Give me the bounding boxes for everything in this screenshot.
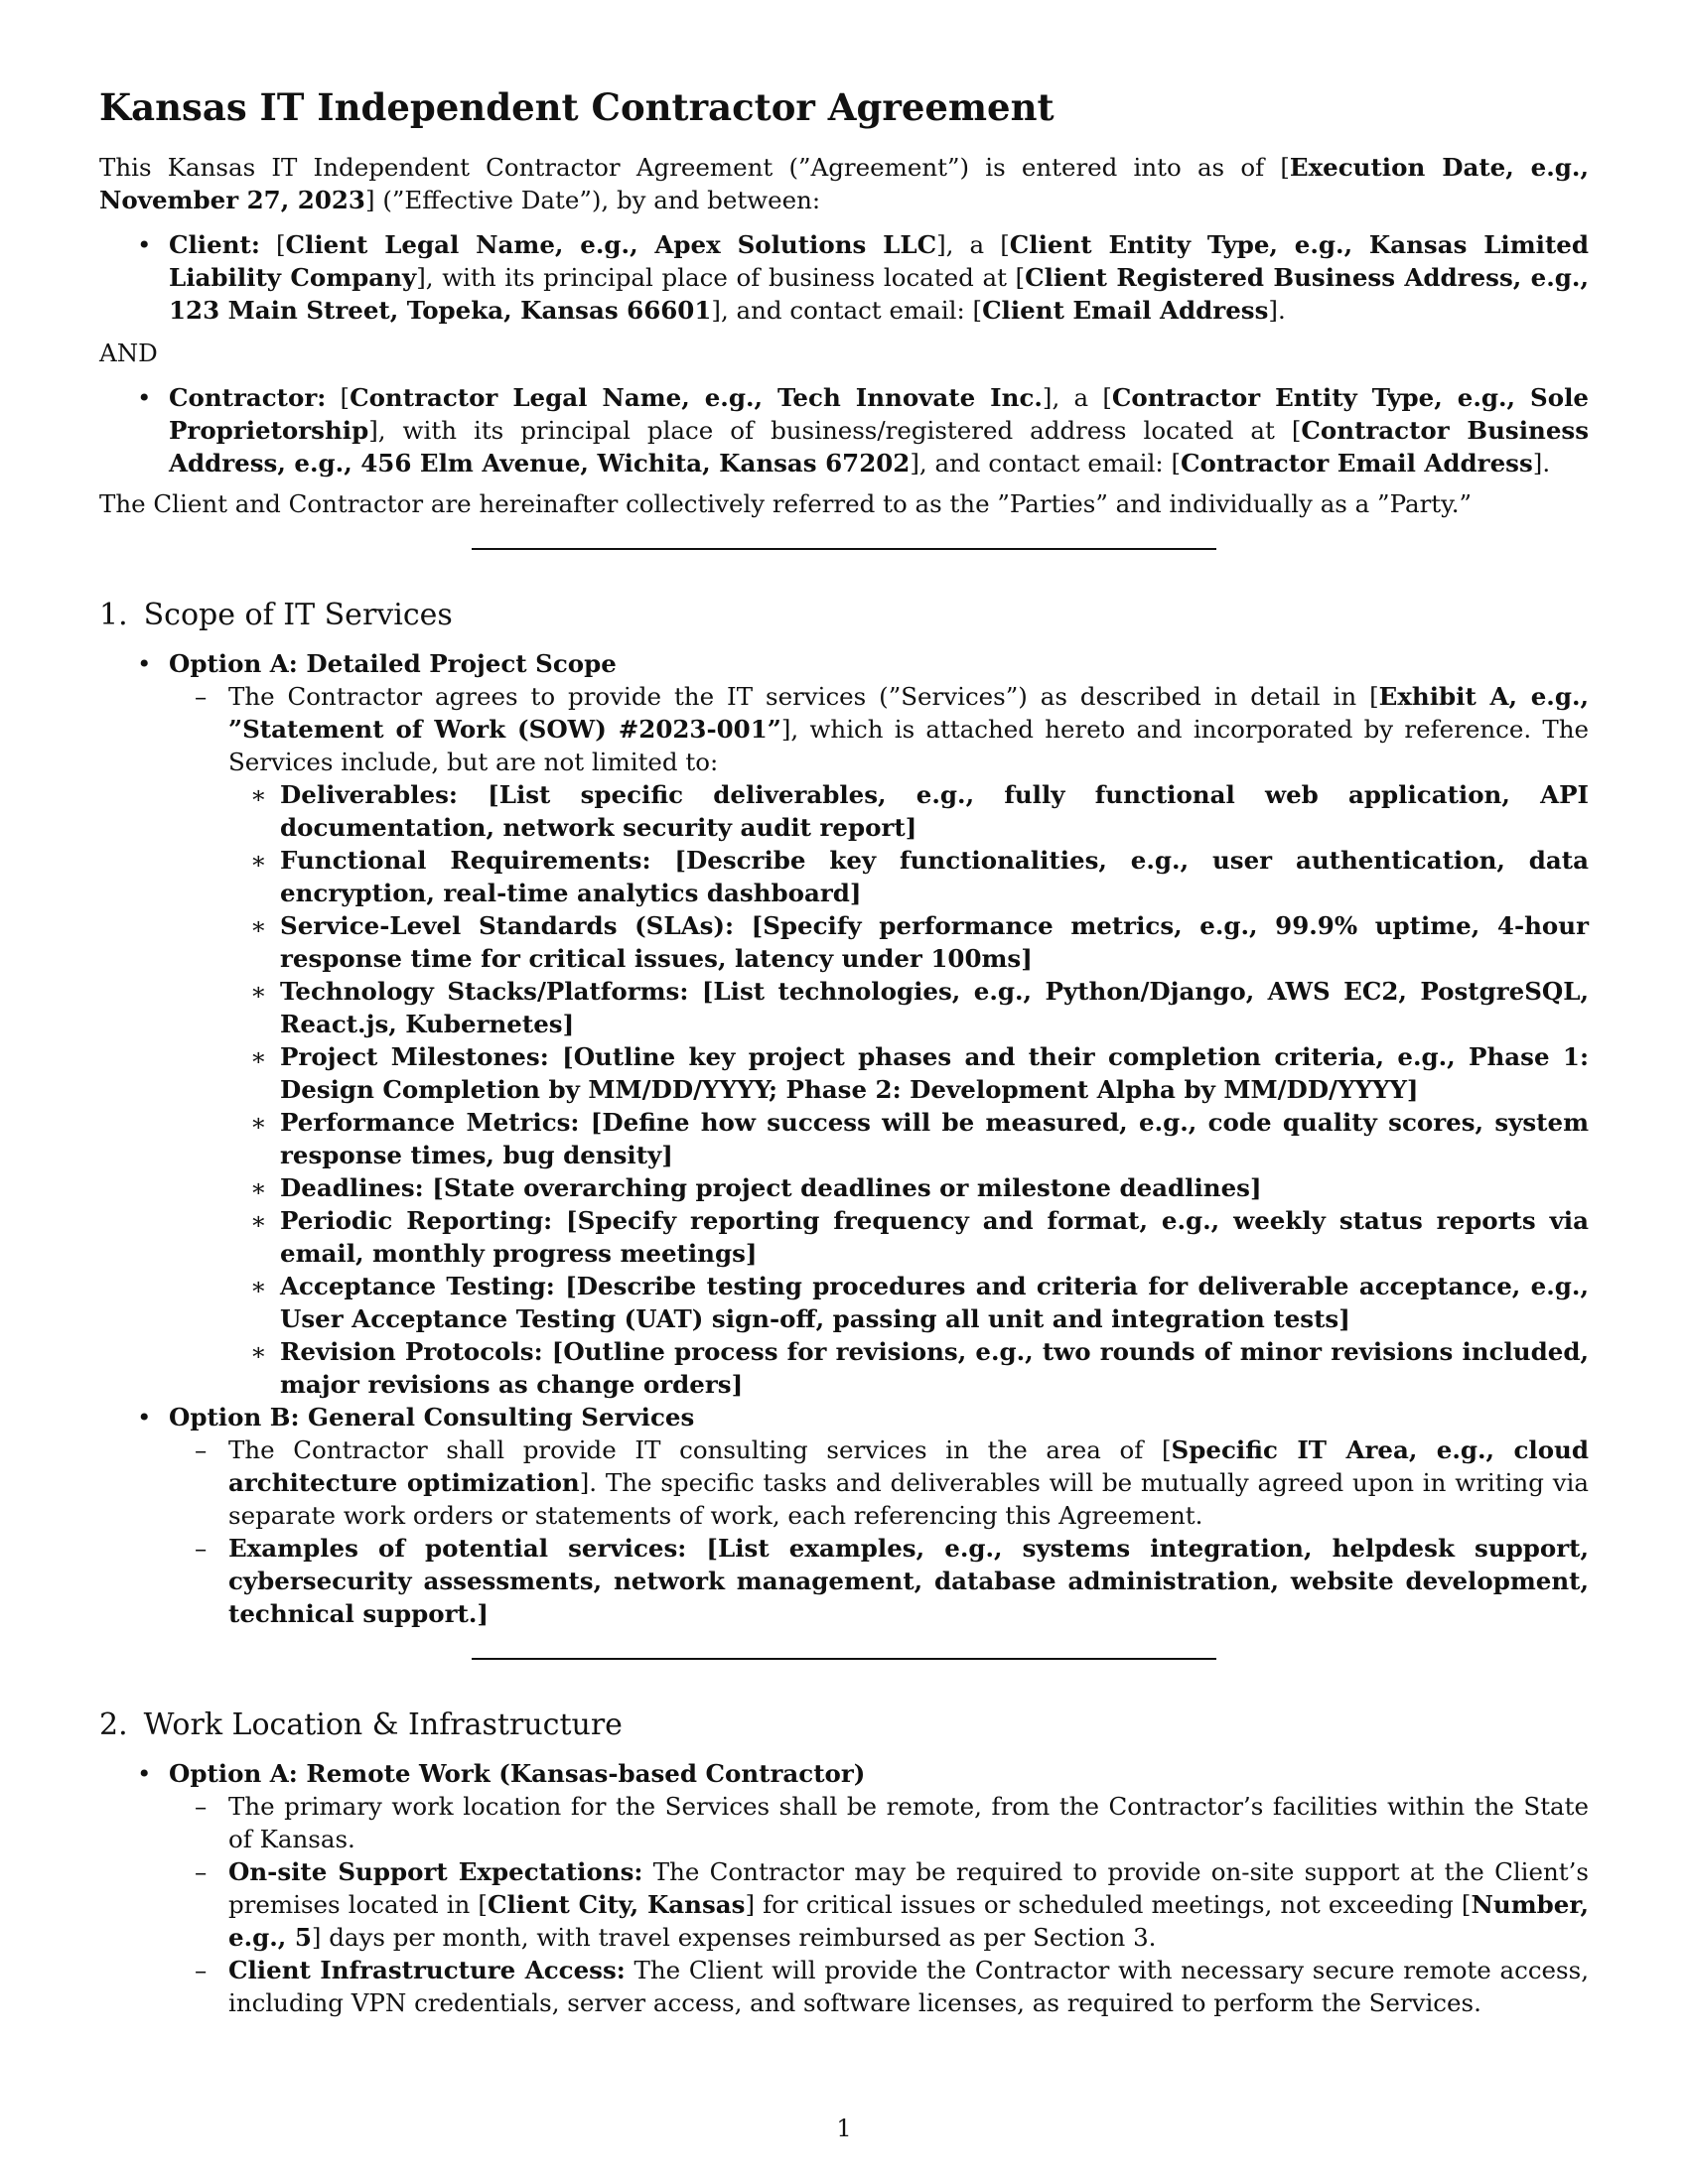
option-b-sublist [169, 1433, 1589, 1630]
scope-item-text: Service-Level Standards (SLAs): [Specify performance metrics, e.g., 99.9% uptime, 4-hour response time for critical issues, latency under 100ms] [280, 911, 1589, 974]
option-a-text: The Contractor agrees to provide the IT services (”Services”) as described in detail in [ [228, 682, 1379, 712]
intro-text: This Kansas IT Independent Contractor Agreement (”Agreement”) is entered into as of [ [99, 153, 1290, 183]
scope-item [228, 975, 1589, 1040]
infra-text: The Client will provide the Contractor with necessary secure remote access, including VPN credentials, server access, and software licenses, as required to perform the Services. [228, 1956, 1589, 2018]
remote-option-label: Option A: Remote Work (Kansas-based Contractor) [169, 1759, 866, 1789]
contractor-text: ], and contact email: [ [910, 449, 1182, 478]
section-divider [472, 548, 1216, 550]
section-1-options [99, 647, 1589, 1630]
scope-items-list [228, 778, 1589, 1401]
contractor-name-placeholder: Contractor Legal Name, e.g., Tech Innovate Inc. [350, 383, 1043, 413]
contractor-item [99, 381, 1589, 479]
contractor-text: ], with its principal place of business/registered address located at [ [368, 416, 1302, 446]
document-title: Kansas IT Independent Contractor Agreement [99, 85, 1055, 129]
intro-paragraph [99, 151, 1589, 216]
option-b-examples [169, 1532, 1589, 1630]
intro-text: ] (”Effective Date”), by and between: [364, 186, 821, 215]
scope-item [228, 778, 1589, 844]
onsite-support-item [169, 1855, 1589, 1954]
scope-item-text: Acceptance Testing: [Describe testing procedures and criteria for deliverable acceptance, e.g., User Acceptance Testing (UAT) sign-off, passing all unit and integration tests] [280, 1272, 1589, 1334]
remote-option-sublist [169, 1790, 1589, 2019]
scope-item [228, 844, 1589, 909]
scope-item [228, 1040, 1589, 1106]
contractor-entity-placeholder: Contractor Entity Type, e.g., Sole Proprietorship [169, 383, 1589, 446]
section-number: 1. [99, 598, 128, 633]
contractor-email-placeholder: Contractor Email Address [1181, 449, 1533, 478]
scope-item [228, 909, 1589, 975]
client-text: [ [259, 230, 286, 260]
option-a-item [99, 647, 1589, 1401]
examples-text: Examples of potential services: [List examples, e.g., systems integration, helpdesk support, cybersecurity assessments, network management, database administration, website development, technical support.] [228, 1534, 1589, 1629]
option-a-label: Option A: Detailed Project Scope [169, 649, 617, 679]
onsite-text: The Contractor may be required to provide on-site support at the Client’s premises located in [ [228, 1857, 1589, 1920]
contractor-text: ]. [1532, 449, 1551, 478]
parties-paragraph: The Client and Contractor are hereinafter collectively referred to as the ”Parties” and individually as a ”Party.” [99, 489, 1473, 519]
option-b-text: The Contractor shall provide IT consulting services in the area of [ [228, 1435, 1172, 1465]
infra-label: Client Infrastructure Access: [228, 1956, 626, 1985]
contractor-text: [ [326, 383, 351, 413]
scope-item-text: Revision Protocols: [Outline process for revisions, e.g., two rounds of minor revisions included, major revisions as change orders] [280, 1337, 1589, 1400]
days-number-placeholder: Number, e.g., 5 [228, 1890, 1589, 1953]
scope-item [228, 1171, 1589, 1204]
client-name-placeholder: Client Legal Name, e.g., Apex Solutions LLC [285, 230, 937, 260]
scope-item-text: Deliverables: [List specific deliverables, e.g., fully functional web application, API documentation, network security audit report] [280, 780, 1589, 843]
client-list [99, 228, 1589, 327]
client-city-placeholder: Client City, Kansas [487, 1890, 746, 1920]
scope-item-text: Project Milestones: [Outline key project phases and their completion criteria, e.g., Phase 1: Design Completion by MM/DD/YYYY; Phase 2: Development Alpha by MM/DD/YYYY] [280, 1042, 1589, 1105]
execution-date-placeholder: Execution Date, e.g., November 27, 2023 [99, 153, 1589, 215]
option-a-sublist [169, 680, 1589, 1401]
onsite-text: ] for critical issues or scheduled meetings, not exceeding [ [745, 1890, 1472, 1920]
scope-item-text: Deadlines: [State overarching project deadlines or milestone deadlines] [280, 1173, 1262, 1203]
client-text: ], with its principal place of business located at [ [416, 263, 1026, 293]
section-title: Work Location & Infrastructure [143, 1707, 623, 1743]
scope-item [228, 1270, 1589, 1335]
section-2-options [99, 1757, 1589, 2019]
contractor-address-placeholder: Contractor Business Address, e.g., 456 Elm Avenue, Wichita, Kansas 67202 [169, 416, 1590, 478]
client-item [99, 228, 1589, 327]
it-area-placeholder: Specific IT Area, e.g., cloud architecture optimization [228, 1435, 1589, 1498]
client-address-placeholder: Client Registered Business Address, e.g., 123 Main Street, Topeka, Kansas 66601 [169, 263, 1589, 326]
contractor-text: ], a [ [1042, 383, 1112, 413]
section-title: Scope of IT Services [143, 598, 453, 633]
scope-item [228, 1106, 1589, 1171]
client-label: Client: [169, 230, 260, 260]
scope-item-text: Technology Stacks/Platforms: [List technologies, e.g., Python/Django, AWS EC2, PostgreSQL, React.js, Kubernetes] [280, 977, 1589, 1039]
client-text: ]. [1268, 296, 1286, 326]
client-entity-placeholder: Client Entity Type, e.g., Kansas Limited Liability Company [169, 230, 1589, 293]
scope-item-text: Functional Requirements: [Describe key functionalities, e.g., user authentication, data encryption, real-time analytics dashboard] [280, 846, 1589, 908]
option-a-description [169, 680, 1589, 1401]
option-b-description [169, 1433, 1589, 1532]
client-text: ], and contact email: [ [711, 296, 983, 326]
and-separator: AND [99, 339, 158, 368]
scope-item-text: Performance Metrics: [Define how success will be measured, e.g., code quality scores, system response times, bug density] [280, 1108, 1589, 1170]
scope-item [228, 1204, 1589, 1270]
client-email-placeholder: Client Email Address [982, 296, 1269, 326]
option-a-text: ], which is attached hereto and incorporated by reference. The Services include, but are not limited to: [228, 715, 1589, 777]
onsite-label: On-site Support Expectations: [228, 1857, 643, 1887]
section-number: 2. [99, 1707, 128, 1743]
section-2-heading [99, 1707, 1589, 1743]
section-1-heading [99, 598, 1589, 633]
page-number: 1 [836, 2115, 852, 2142]
infrastructure-access-item [169, 1954, 1589, 2019]
client-text: ], a [ [936, 230, 1010, 260]
option-b-label: Option B: General Consulting Services [169, 1403, 695, 1433]
section-divider [472, 1658, 1216, 1660]
contractor-label: Contractor: [169, 383, 327, 413]
scope-item-text: Periodic Reporting: [Specify reporting frequency and format, e.g., weekly status reports via email, monthly progress meetings] [280, 1206, 1589, 1269]
contractor-list [99, 381, 1589, 479]
onsite-text: ] days per month, with travel expenses reimbursed as per Section 3. [311, 1923, 1157, 1953]
option-b-item [99, 1401, 1589, 1630]
remote-location-item: – The primary work location for the Services shall be remote, from the Contractor’s facilities within the State of Kansas. [169, 1790, 1589, 1855]
exhibit-placeholder: Exhibit A, e.g., ”Statement of Work (SOW) #2023-001” [228, 682, 1590, 745]
remote-option-item [99, 1757, 1589, 2019]
option-b-text: ]. The specific tasks and deliverables will be mutually agreed upon in writing via separate work orders or statements of work, each referencing this Agreement. [228, 1468, 1589, 1531]
scope-item [228, 1335, 1589, 1401]
